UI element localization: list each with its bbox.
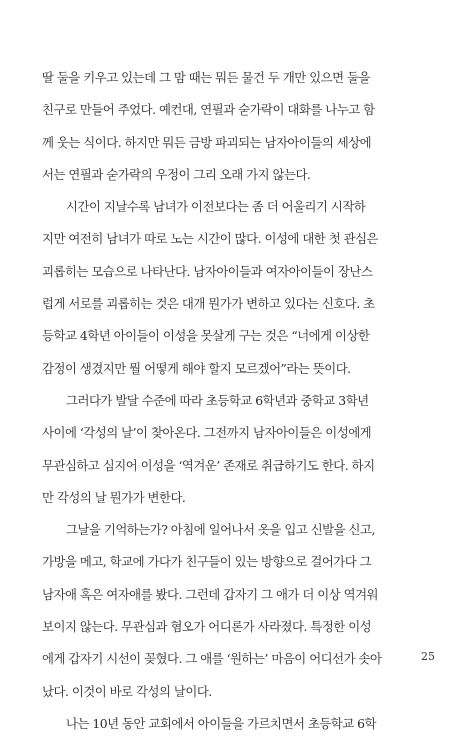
text-line: 등학교 4학년 아이들이 이성을 못살게 구는 것은 “너에게 이상한 [42, 328, 370, 344]
text-line: 친구로 만들어 주었다. 예컨대, 연필과 숟가락이 대화를 나누고 함 [42, 102, 375, 118]
text-line: 에게 갑자기 시선이 꽂혔다. 그 애를 ‘원하는’ 마음이 어디선가 솟아 [42, 651, 382, 667]
text-line: 럽게 서로를 괴롭히는 것은 대개 뭔가가 변하고 있다는 신호다. 초 [42, 296, 375, 312]
text-line: 만 각성의 날 뭔가가 변한다. [42, 489, 186, 505]
text-line: 남자애 혹은 여자애를 봤다. 그런데 갑자기 그 애가 더 이상 역겨워 [42, 586, 379, 602]
paragraph-first-line: 그날을 기억하는가? 아침에 일어나서 옷을 입고 신발을 신고, [66, 522, 375, 538]
text-line: 지만 여전히 남녀가 따로 노는 시간이 많다. 이성에 대한 첫 관심은 [42, 231, 379, 247]
paragraph-first-line: 나는 10년 동안 교회에서 아이들을 가르치면서 초등학교 6학 [66, 715, 377, 731]
page-number: 25 [421, 650, 435, 663]
text-line: 무관심하고 심지어 이성을 ‘역겨운’ 존재로 취급하기도 한다. 하지 [42, 457, 375, 473]
text-line: 감정이 생겼지만 뭘 어떻게 해야 할지 모르겠어”라는 뜻이다. [42, 360, 351, 376]
paragraph-first-line: 시간이 지날수록 남녀가 이전보다는 좀 더 어울리기 시작하 [66, 199, 366, 215]
text-line: 났다. 이것이 바로 각성의 날이다. [42, 683, 212, 699]
text-line: 딸 둘을 키우고 있는데 그 맘 때는 뭐든 물건 두 개만 있으면 둘을 [42, 70, 370, 85]
text-line: 가방을 메고, 학교에 가다가 친구들이 있는 방향으로 걸어가다 그 [42, 554, 372, 570]
text-line: 사이에 ‘각성의 날’이 찾아온다. 그전까지 남자아이들은 이성에게 [42, 425, 372, 441]
text-line: 괴롭히는 모습으로 나타난다. 남자아이들과 여자아이들이 장난스 [42, 263, 373, 279]
text-line: 서는 연필과 숟가락의 우정이 그리 오래 가지 않는다. [42, 166, 311, 182]
text-line: 께 웃는 식이다. 하지만 뭐든 금방 파괴되는 남자아이들의 세상에 [42, 134, 372, 150]
text-line: 보이지 않는다. 무관심과 혐오가 어디론가 사라졌다. 특정한 이성 [42, 619, 372, 635]
body-text [42, 62, 428, 740]
paragraph-first-line: 그러다가 발달 수준에 따라 초등학교 6학년과 중학교 3학년 [66, 392, 369, 408]
